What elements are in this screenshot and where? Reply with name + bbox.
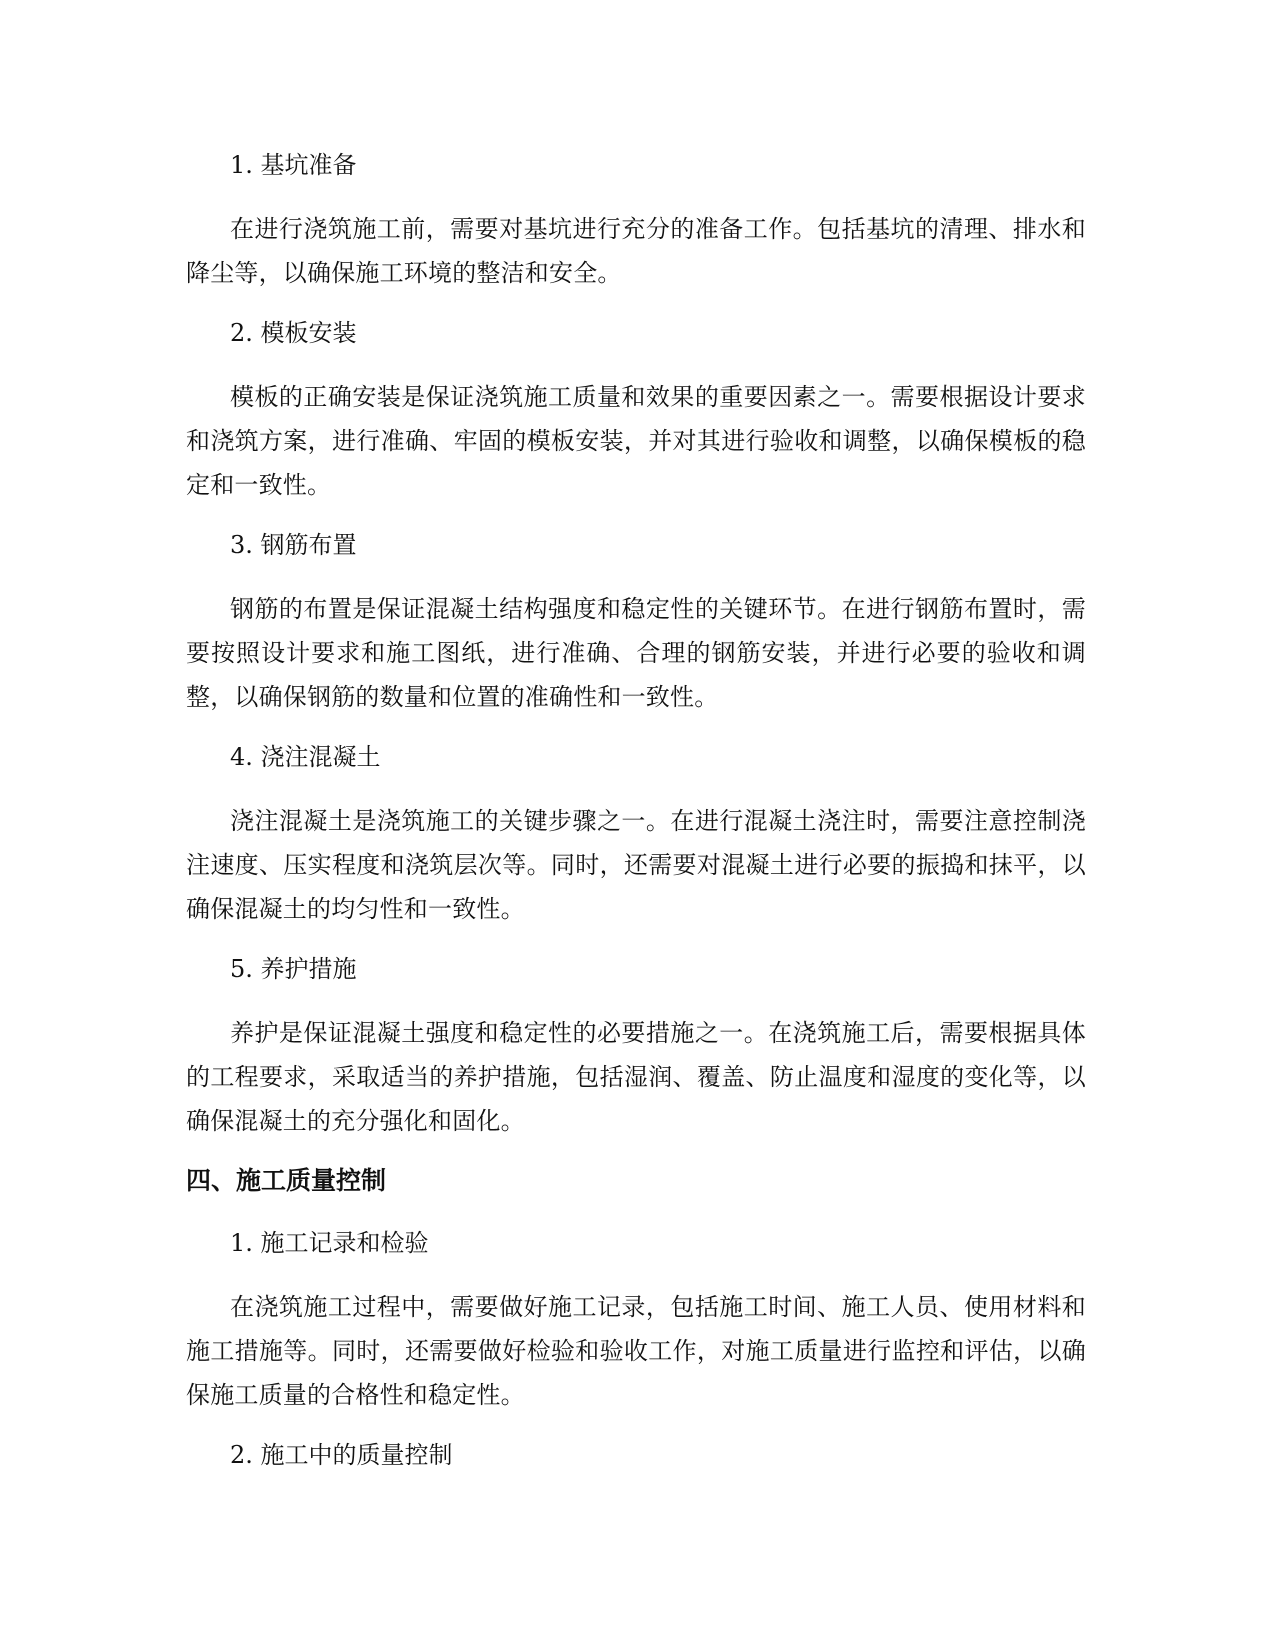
item-title-pouring: 4. 浇注混凝土 bbox=[230, 743, 381, 771]
item-title-in-process-quality: 2. 施工中的质量控制 bbox=[230, 1441, 453, 1469]
paragraph-formwork: 模板的正确安装是保证浇筑施工质量和效果的重要因素之一。需要根据设计要求和浇筑方案，进行准确、牢固的模板安装，并对其进行验收和调整，以确保模板的稳定和一致性。 bbox=[186, 383, 1086, 499]
section-heading-quality-control: 四、施工质量控制 bbox=[186, 1166, 387, 1195]
paragraph-foundation-pit: 在进行浇筑施工前，需要对基坑进行充分的准备工作。包括基坑的清理、排水和降尘等，以确保施工环境的整洁和安全。 bbox=[186, 215, 1086, 287]
document-page bbox=[186, 145, 1086, 1475]
item-title-records-inspection: 1. 施工记录和检验 bbox=[230, 1229, 429, 1257]
paragraph-rebar: 钢筋的布置是保证混凝土结构强度和稳定性的关键环节。在进行钢筋布置时，需要按照设计要求和施工图纸，进行准确、合理的钢筋安装，并进行必要的验收和调整，以确保钢筋的数量和位置的准确性和一致性。 bbox=[186, 595, 1086, 711]
paragraph-pouring: 浇注混凝土是浇筑施工的关键步骤之一。在进行混凝土浇注时，需要注意控制浇注速度、压实程度和浇筑层次等。同时，还需要对混凝土进行必要的振捣和抹平，以确保混凝土的均匀性和一致性。 bbox=[186, 807, 1086, 923]
item-title-curing: 5. 养护措施 bbox=[230, 955, 357, 983]
paragraph-curing: 养护是保证混凝土强度和稳定性的必要措施之一。在浇筑施工后，需要根据具体的工程要求，采取适当的养护措施，包括湿润、覆盖、防止温度和湿度的变化等，以确保混凝土的充分强化和固化。 bbox=[186, 1019, 1086, 1135]
paragraph-records-inspection: 在浇筑施工过程中，需要做好施工记录，包括施工时间、施工人员、使用材料和施工措施等。同时，还需要做好检验和验收工作，对施工质量进行监控和评估，以确保施工质量的合格性和稳定性。 bbox=[186, 1293, 1086, 1409]
item-title-rebar: 3. 钢筋布置 bbox=[230, 531, 357, 559]
item-title-foundation-pit: 1. 基坑准备 bbox=[230, 151, 357, 179]
item-title-formwork: 2. 模板安装 bbox=[230, 319, 357, 347]
